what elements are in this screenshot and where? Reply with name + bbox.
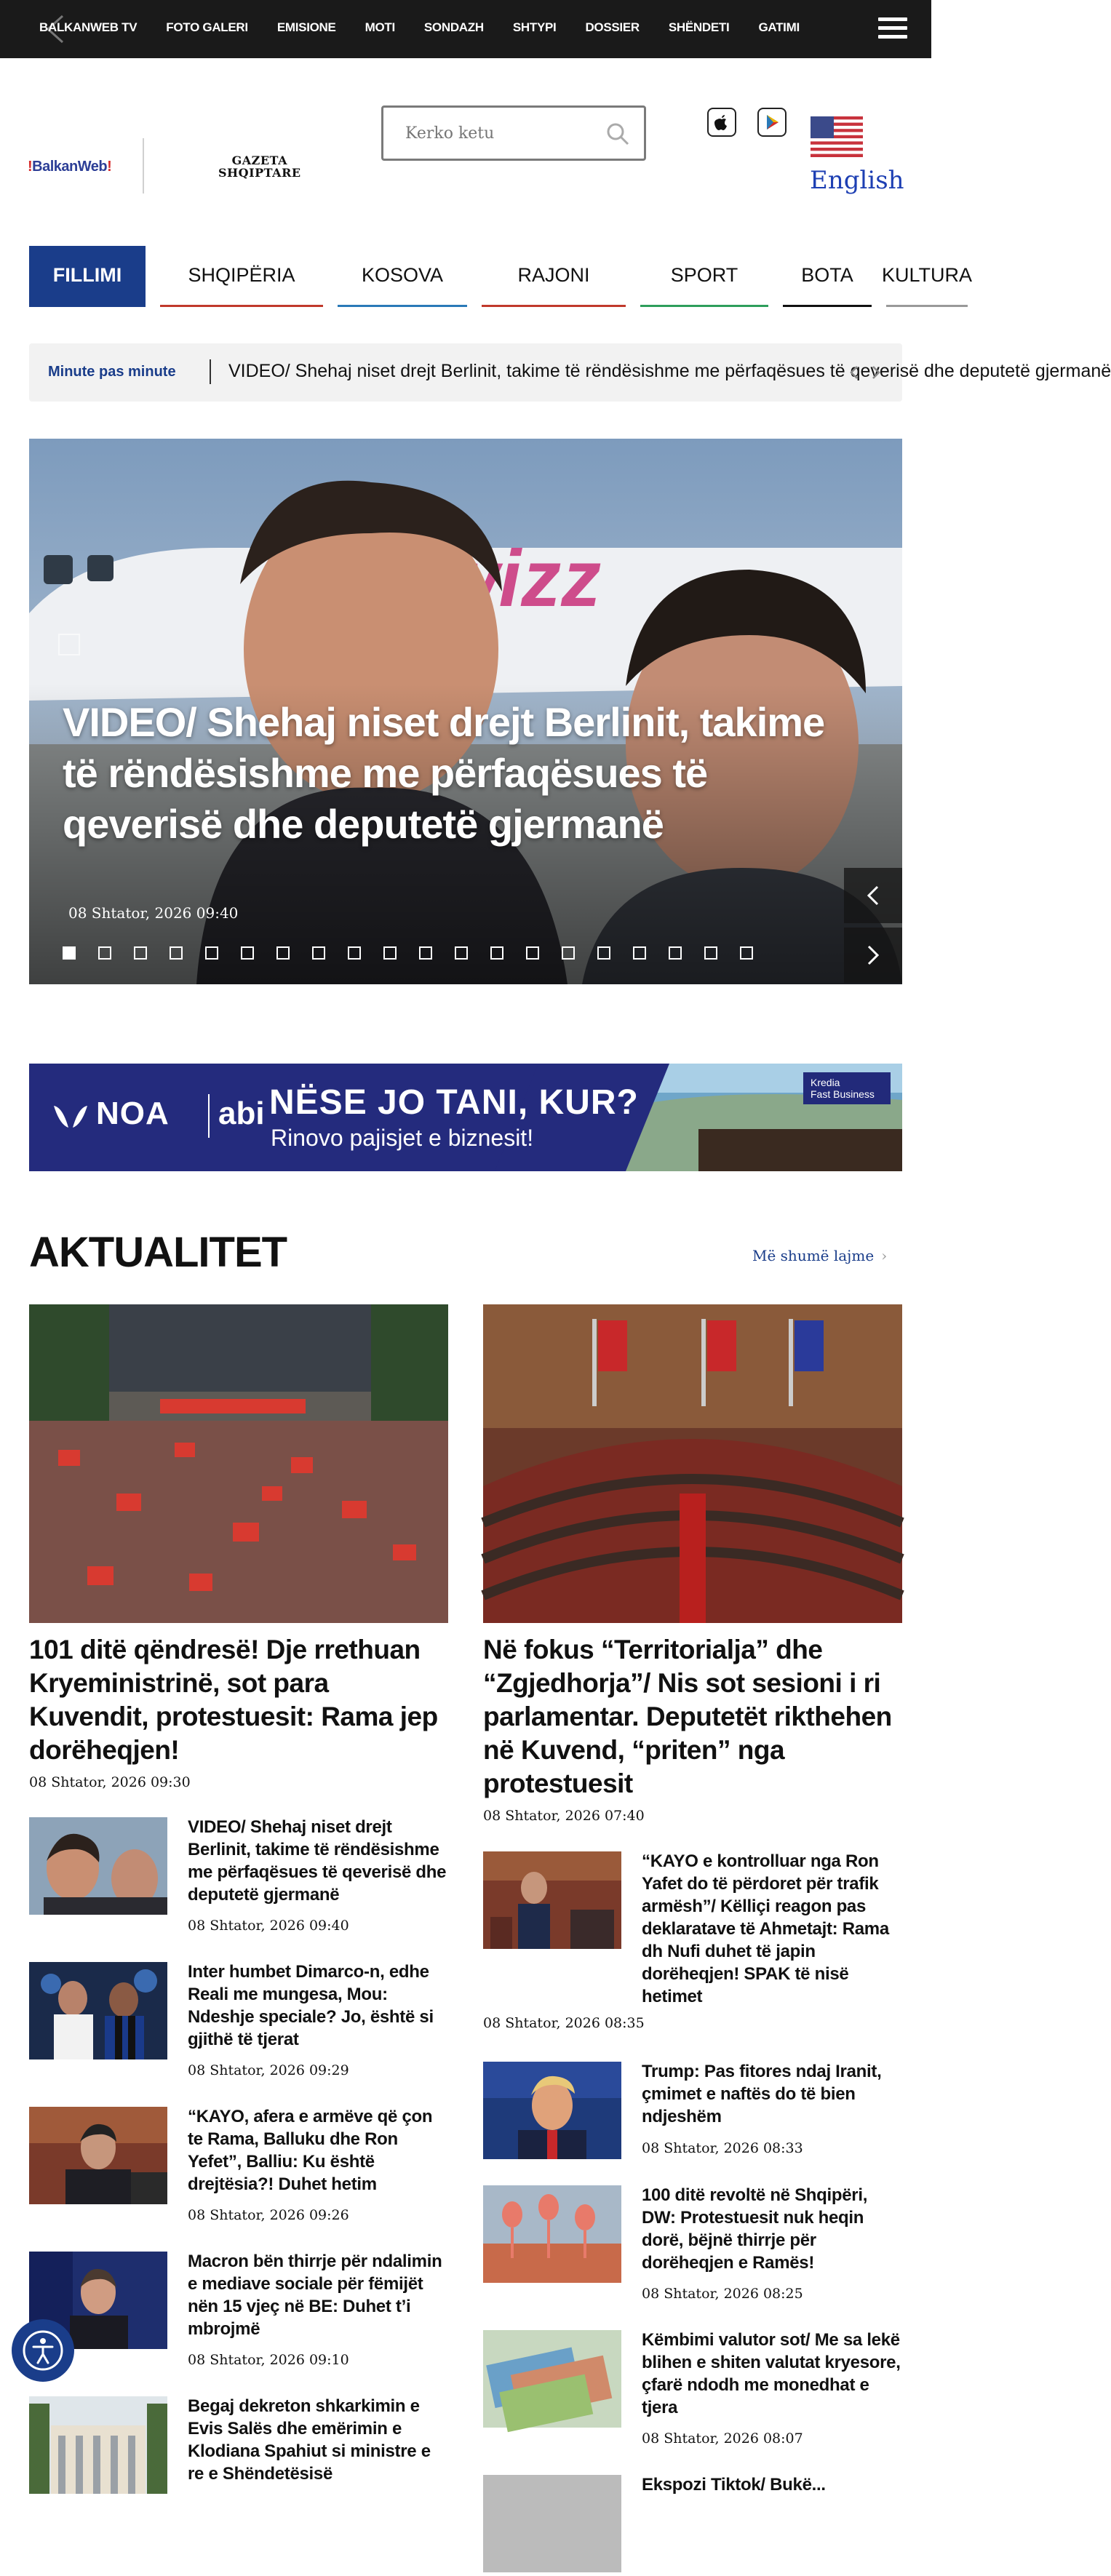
article-title[interactable]: 100 ditë revoltë në Shqipëri, DW: Protestuesit nuk heqin dorë, bëjnë thirrje për dorëheqjen e Ramës! <box>642 2185 868 2273</box>
topnav-item[interactable]: BALKANWEB TV <box>39 20 138 34</box>
article-date: 08 Shtator, 2026 08:25 <box>642 2286 803 2302</box>
slider-dot[interactable] <box>633 946 646 960</box>
news-ticker <box>29 343 1111 402</box>
slider-dot[interactable] <box>669 946 682 960</box>
ad-badge: Kredia Fast Business <box>803 1072 891 1104</box>
topnav-item[interactable]: MOTI <box>365 20 395 34</box>
slider-dot[interactable] <box>490 946 503 960</box>
list-item[interactable] <box>483 2475 902 2495</box>
logo-divider <box>143 138 144 194</box>
list-item[interactable] <box>29 1817 448 1941</box>
noa-logo-icon <box>52 1103 89 1132</box>
search-input[interactable] <box>405 121 594 145</box>
topnav-item[interactable]: SHTYPI <box>512 20 557 34</box>
article-thumbnail <box>483 2330 621 2428</box>
slider-dot[interactable] <box>383 946 397 960</box>
ticker-headline[interactable]: VIDEO/ Shehaj niset drejt Berlinit, takime të rëndësishme me përfaqësues të qeverisë dhe deputetë gjermanë <box>228 361 1111 381</box>
hero-next-button[interactable] <box>844 928 902 983</box>
ticker-next-icon[interactable] <box>867 362 885 383</box>
featured-title[interactable]: Në fokus “Territorialja” dhe “Zgjedhorja”/ Nis sot sesioni i ri parlamentar. Deputetët rikthehen në Kuvend, “priten” nga protestuesit <box>483 1635 892 1798</box>
article-title[interactable]: Këmbimi valutor sot/ Me sa lekë blihen e shiten valutat kryesore, çfarë ndodh me monedhat e tjera <box>642 2330 901 2417</box>
hero-date: 08 Shtator, 2026 09:40 <box>68 904 239 922</box>
slider-dot[interactable] <box>276 946 290 960</box>
top-bar <box>0 0 931 58</box>
ad-banner[interactable] <box>29 1064 902 1171</box>
slider-dot[interactable] <box>312 946 325 960</box>
article-date: 08 Shtator, 2026 09:29 <box>188 2062 349 2078</box>
article-thumbnail <box>29 1962 167 2059</box>
article-title[interactable]: Ekspozi Tiktok/ Bukë... <box>642 2475 826 2495</box>
topnav-item[interactable]: DOSSIER <box>585 20 640 34</box>
featured-date: 08 Shtator, 2026 09:30 <box>29 1774 191 1790</box>
article-title[interactable]: Inter humbet Dimarco-n, edhe Reali me mungesa, Mou: Ndeshje speciale? Jo, është si gjithë të tjerat <box>188 1962 434 2049</box>
article-date: 08 Shtator, 2026 09:40 <box>188 1918 349 1934</box>
slider-dot[interactable] <box>348 946 361 960</box>
slider-dot[interactable] <box>419 946 432 960</box>
slider-dot[interactable] <box>170 946 183 960</box>
topnav-item[interactable]: SONDAZH <box>423 20 484 34</box>
list-item[interactable] <box>29 2396 448 2520</box>
article-thumbnail <box>483 2062 621 2159</box>
featured-title[interactable]: 101 ditë qëndresë! Dje rrethuan Kryeministrinë, sot para Kuvendit, protestuesit: Rama jep dorëheqjen! <box>29 1635 438 1765</box>
hero-slider[interactable] <box>29 439 902 984</box>
chevron-right-icon: › <box>881 1247 888 1264</box>
slide-thumbnail-icon <box>58 634 80 655</box>
menu-icon[interactable] <box>878 17 907 41</box>
article-title[interactable]: “KAYO e kontrolluar nga Ron Yafet do të përdoret për trafik armësh”/ Këlliçi reagon pas deklaratave të Ahmetajt: Rama dh Nufi duhet të japin dorëheqjen! SPAK të nisë hetimet <box>642 1851 889 2006</box>
article-title[interactable]: Begaj dekreton shkarkimin e Evis Salës dhe emërimin e Klodiana Spahiut si ministre e re e Shëndetësisë <box>188 2396 431 2484</box>
article-thumbnail <box>483 2475 621 2572</box>
slider-dot[interactable] <box>134 946 147 960</box>
ad-brand-noa: NOA <box>96 1096 170 1131</box>
slider-dot[interactable] <box>597 946 610 960</box>
accessibility-button[interactable] <box>12 2319 74 2382</box>
featured-article[interactable] <box>29 1304 448 1790</box>
ticker-label: Minute pas minute <box>48 364 176 380</box>
slider-dot[interactable] <box>63 946 76 960</box>
accessibility-icon <box>12 2319 74 2382</box>
hero-prev-button[interactable] <box>844 868 902 923</box>
list-item[interactable] <box>29 2107 448 2230</box>
balkanweb-logo[interactable]: !BalkanWeb! <box>28 159 112 175</box>
search-box <box>381 105 646 161</box>
article-date: 08 Shtator, 2026 09:10 <box>188 2352 349 2368</box>
article-title[interactable]: VIDEO/ Shehaj niset drejt Berlinit, takime të rëndësishme me përfaqësues të qeverisë dhe deputetë gjermanë <box>188 1817 447 1905</box>
list-item[interactable] <box>29 1962 448 2086</box>
category-tab-bota[interactable]: BOTA <box>783 246 872 307</box>
category-tab-kosova[interactable]: KOSOVA <box>338 246 467 307</box>
slider-dot[interactable] <box>740 946 753 960</box>
article-thumbnail <box>29 1817 167 1915</box>
apple-app-store-icon[interactable] <box>707 108 736 137</box>
article-title[interactable]: “KAYO, afera e armëve që çon te Rama, Balluku dhe Ron Yefet”, Balliu: Ku është drejtësia?! Duhet hetim <box>188 2107 433 2194</box>
article-thumbnail <box>483 2185 621 2283</box>
us-flag-icon[interactable] <box>811 116 863 157</box>
article-date: 08 Shtator, 2026 09:26 <box>188 2207 349 2223</box>
featured-image <box>483 1304 902 1623</box>
chevron-left-icon <box>844 868 902 923</box>
top-nav <box>39 20 829 35</box>
slider-dot[interactable] <box>98 946 111 960</box>
featured-image <box>29 1304 448 1623</box>
category-tab-shqipëria[interactable]: SHQIPËRIA <box>160 246 323 307</box>
google-play-icon[interactable] <box>757 108 787 137</box>
slider-dot[interactable] <box>526 946 539 960</box>
language-link[interactable]: English <box>810 166 904 195</box>
hero-title[interactable]: VIDEO/ Shehaj niset drejt Berlinit, takime të rëndësishme me përfaqësues të qeverisë dhe deputetë gjermanë <box>63 699 825 847</box>
ad-divider <box>208 1094 210 1138</box>
slider-dot[interactable] <box>241 946 254 960</box>
list-item[interactable] <box>483 2062 902 2185</box>
topnav-item[interactable]: EMISIONE <box>276 20 336 34</box>
featured-date: 08 Shtator, 2026 07:40 <box>483 1808 645 1824</box>
article-thumbnail <box>29 2396 167 2494</box>
slider-dot[interactable] <box>704 946 717 960</box>
category-tab-fillimi[interactable]: FILLIMI <box>29 246 146 307</box>
article-date: 08 Shtator, 2026 08:33 <box>642 2140 803 2156</box>
article-thumbnail <box>29 2107 167 2204</box>
category-tab-sport[interactable]: SPORT <box>640 246 768 307</box>
article-date: 08 Shtator, 2026 08:35 <box>483 2015 645 2031</box>
category-nav <box>29 246 982 308</box>
list-item[interactable] <box>483 2185 902 2309</box>
section-title: AKTUALITET <box>29 1229 287 1276</box>
more-news-link[interactable]: Më shumë lajme › <box>752 1247 888 1264</box>
slider-dot[interactable] <box>205 946 218 960</box>
gazeta-shqiptare-logo[interactable]: GAZETA SHQIPTARE <box>218 153 301 180</box>
article-thumbnail <box>483 1851 621 1949</box>
topnav-item[interactable]: GATIMI <box>758 20 800 34</box>
slider-dot[interactable] <box>455 946 468 960</box>
ticker-prev-icon[interactable] <box>845 362 863 383</box>
article-title[interactable]: Trump: Pas fitores ndaj Iranit, çmimet e naftës do të bien ndjeshëm <box>642 2062 882 2126</box>
list-item[interactable] <box>483 2330 902 2454</box>
list-item[interactable] <box>483 1851 902 2041</box>
article-title[interactable]: Macron bën thirrje për ndalimin e mediave sociale për fëmijët nën 15 vjeç në BE: Duhet t’i mbrojmë <box>188 2252 442 2339</box>
ad-headline: NËSE JO TANI, KUR? <box>269 1083 639 1122</box>
ad-brand-abi: abi <box>218 1096 265 1131</box>
ad-subline: Rinovo pajisjet e biznesit! <box>271 1125 534 1151</box>
category-tab-rajoni[interactable]: RAJONI <box>482 246 626 307</box>
topnav-item[interactable]: SHËNDETI <box>668 20 730 34</box>
featured-article[interactable] <box>483 1304 902 1824</box>
slider-dots <box>63 946 776 960</box>
ticker-divider <box>210 359 211 384</box>
article-date: 08 Shtator, 2026 08:07 <box>642 2431 803 2447</box>
list-item[interactable] <box>29 2252 448 2375</box>
chevron-right-icon <box>844 928 902 983</box>
search-icon[interactable] <box>605 121 631 147</box>
topnav-item[interactable]: FOTO GALERI <box>166 20 248 34</box>
slider-dot[interactable] <box>562 946 575 960</box>
category-tab-kultura[interactable]: KULTURA <box>886 246 968 307</box>
